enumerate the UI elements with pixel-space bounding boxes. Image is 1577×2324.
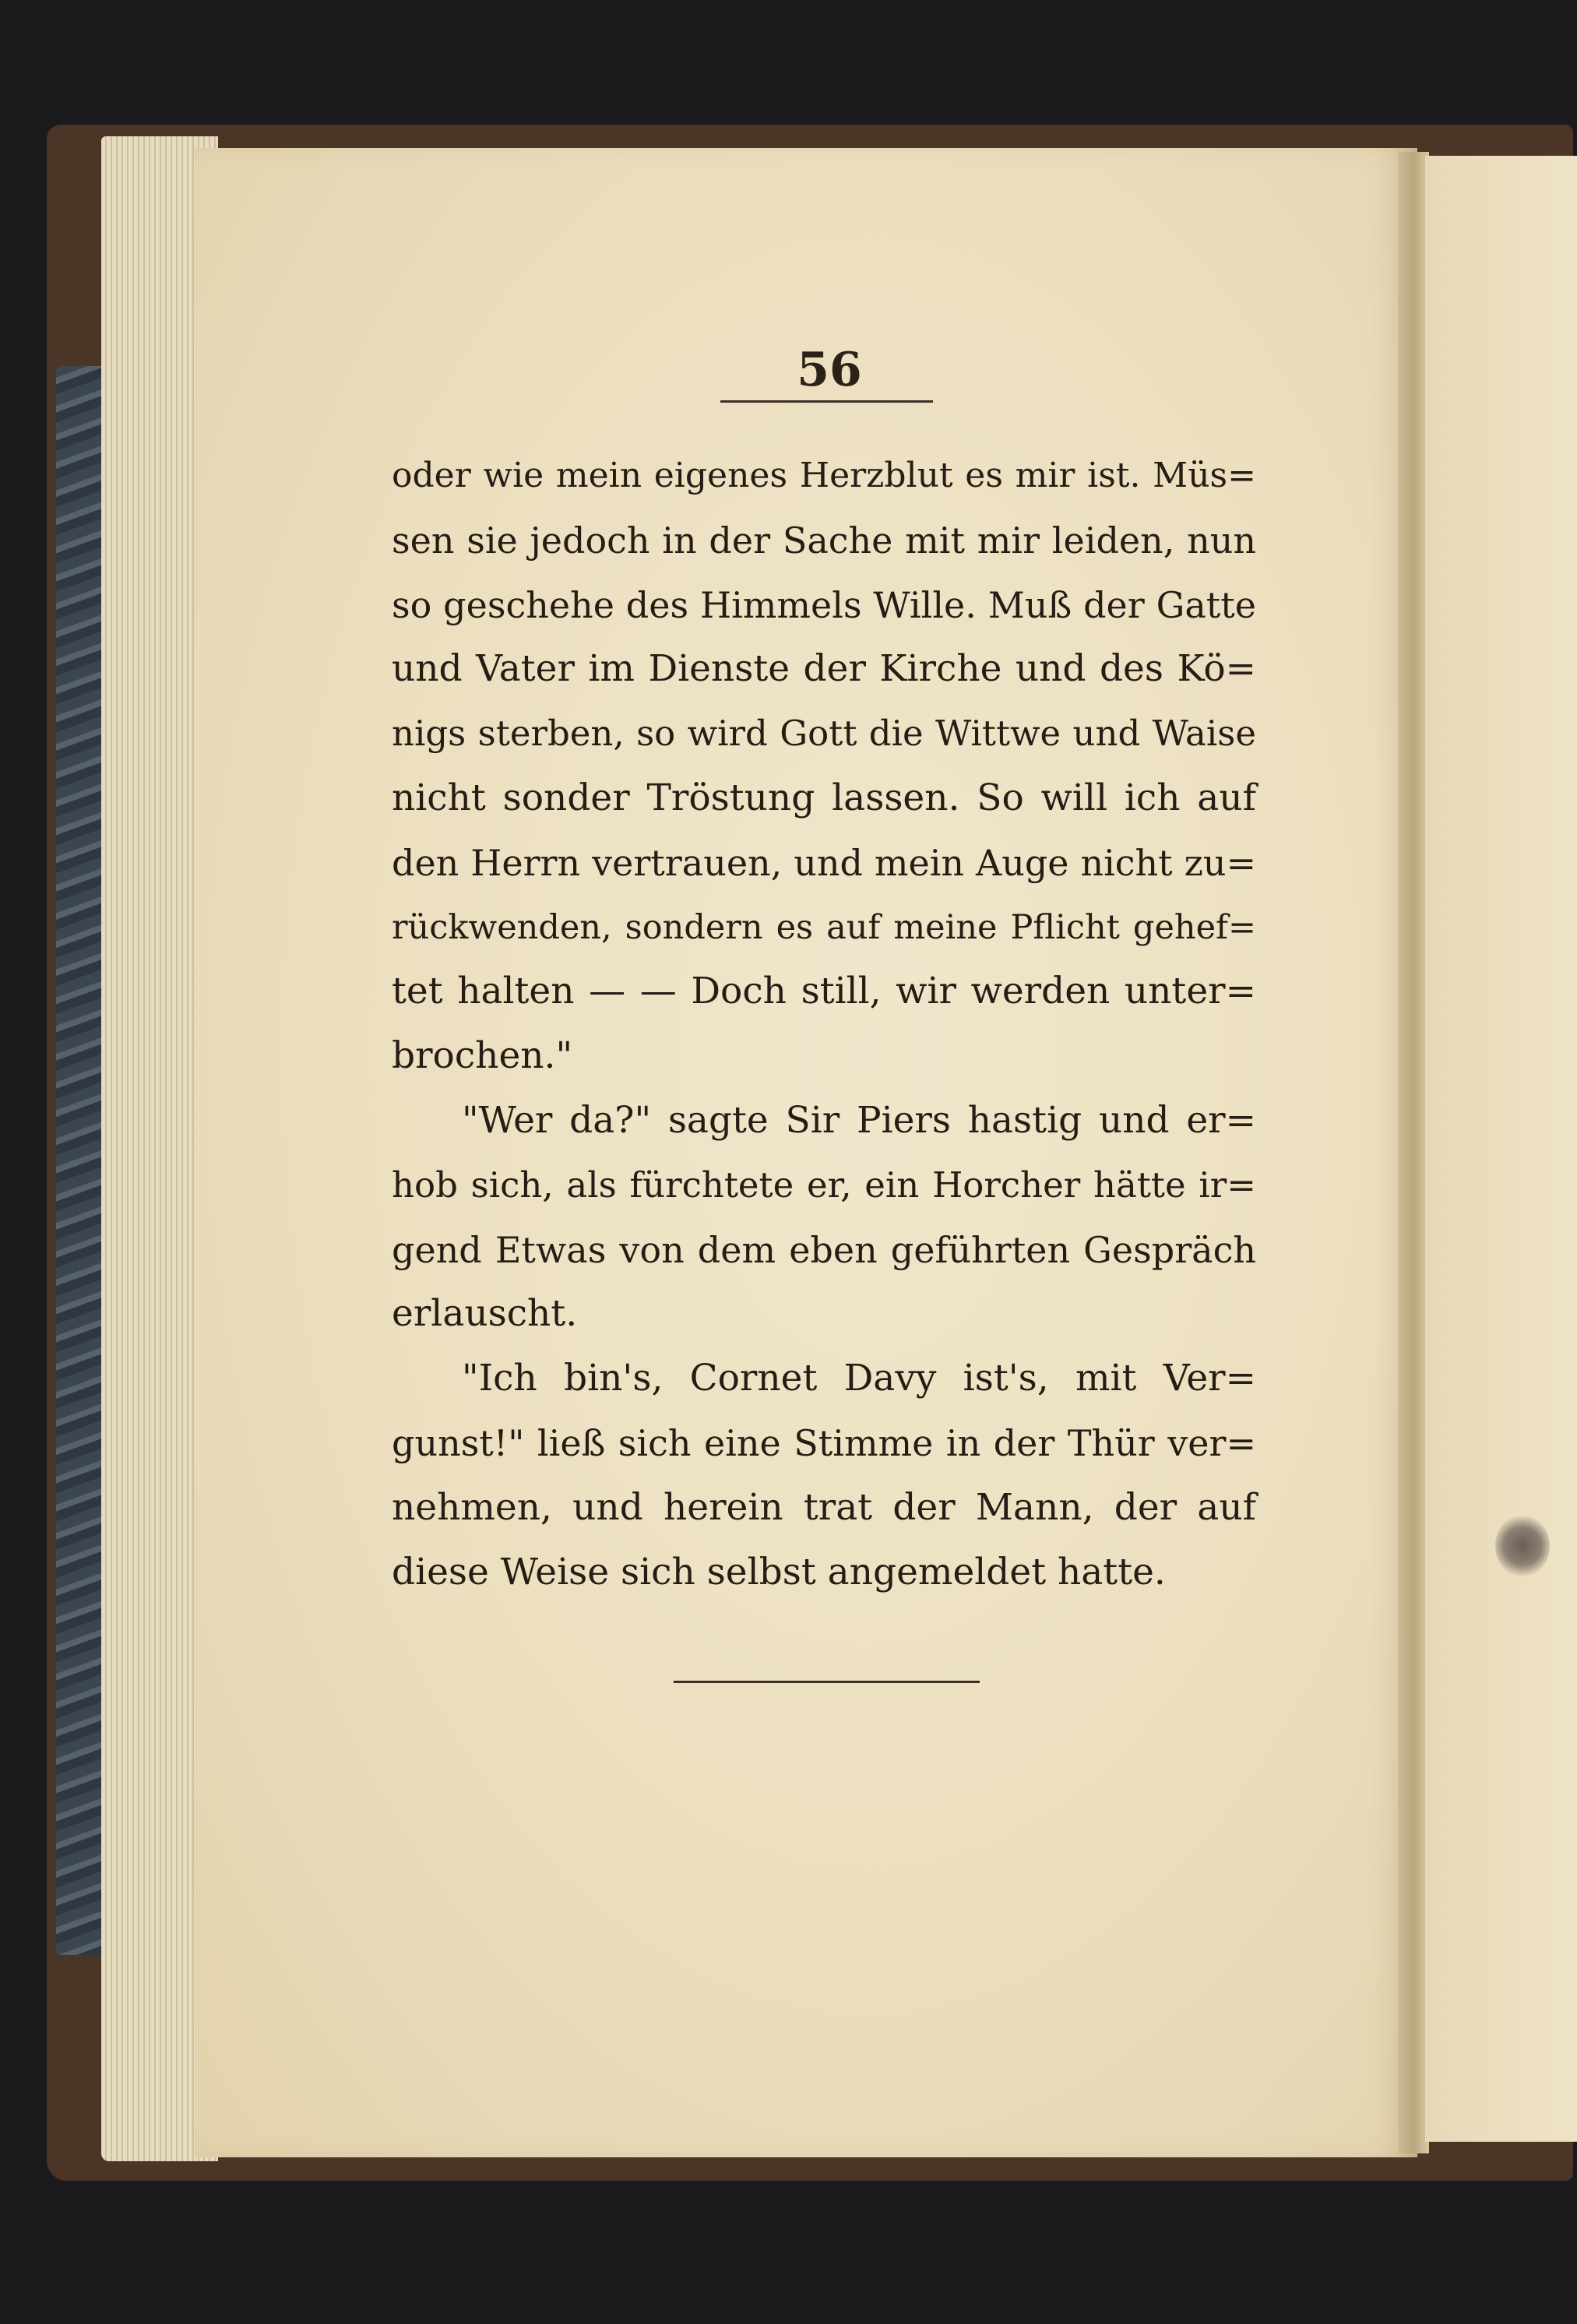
text-line: "Ich bin's, Cornet Davy ist's, mit Ver= xyxy=(462,1357,1256,1400)
text-line: so geschehe des Himmels Wille. Muß der Gatte xyxy=(392,583,1256,626)
text-line: tet halten — — Doch still, wir werden unter= xyxy=(392,970,1256,1013)
text-line: sen sie jedoch in der Sache mit mir leiden, nun xyxy=(392,519,1256,562)
text-line: gunst!" ließ sich eine Stimme in der Thür ver= xyxy=(392,1421,1256,1464)
book-gutter xyxy=(1398,152,1429,2153)
page-number: 56 xyxy=(797,343,862,397)
text-line: nicht sonder Tröstung lassen. So will ich auf xyxy=(392,776,1256,819)
text-line: diese Weise sich selbst angemeldet hatte. xyxy=(392,1550,1166,1593)
right-page xyxy=(1425,156,1577,2142)
body-text xyxy=(392,444,1256,1604)
text-line: gend Etwas von dem eben geführten Gespräch xyxy=(392,1228,1256,1271)
text-line: nigs sterben, so wird Gott die Wittwe und Waise xyxy=(392,713,1256,755)
header-rule xyxy=(720,400,933,403)
text-line: brochen." xyxy=(392,1034,573,1078)
end-rule xyxy=(674,1681,980,1683)
text-line: und Vater im Dienste der Kirche und des Kö= xyxy=(392,647,1256,691)
text-line: nehmen, und herein trat der Mann, der auf xyxy=(392,1485,1256,1529)
text-line: den Herrn vertrauen, und mein Auge nicht zu= xyxy=(392,841,1256,884)
paper-stain xyxy=(1495,1515,1550,1577)
text-line: hob sich, als fürchtete er, ein Horcher hätte ir= xyxy=(392,1164,1256,1206)
text-line: rückwenden, sondern es auf meine Pflicht gehef= xyxy=(392,907,1256,947)
text-line: "Wer da?" sagte Sir Piers hastig und er= xyxy=(462,1098,1256,1142)
text-line: erlauscht. xyxy=(392,1292,578,1336)
text-line: oder wie mein eigenes Herzblut es mir ist. Müs= xyxy=(392,456,1256,495)
